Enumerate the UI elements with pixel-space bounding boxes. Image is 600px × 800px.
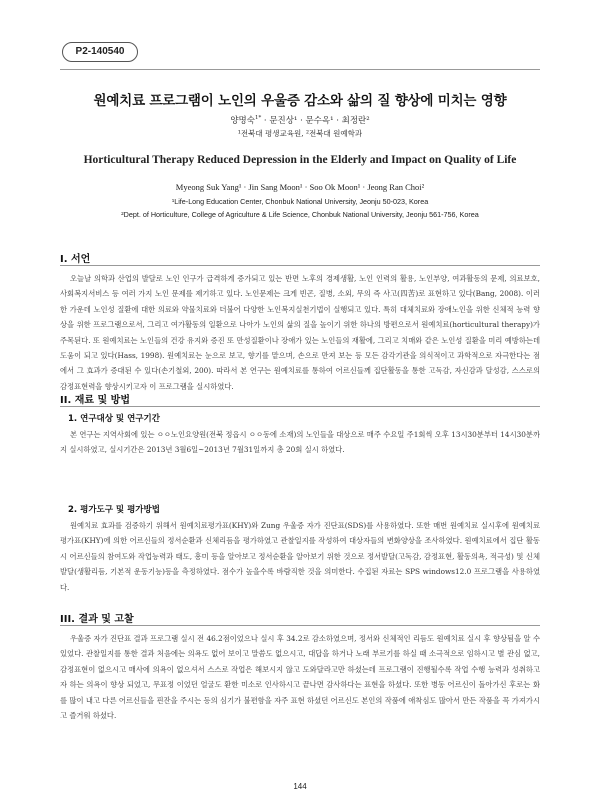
subsection-heading-subjects-period: 1. 연구대상 및 연구기간: [68, 414, 160, 424]
korean-first-author-mark: 1*: [254, 115, 262, 122]
paper-id-badge: P2-140540: [62, 42, 138, 62]
section-heading-introduction: I. 서언: [60, 254, 91, 265]
subsection-heading-evaluation: 2. 평가도구 및 평가방법: [68, 505, 160, 515]
korean-title: 원예치료 프로그램이 노인의 우울증 감소와 삶의 질 향상에 미치는 영향: [93, 93, 507, 109]
korean-affiliations: ¹전북대 평생교육원, ²전북대 원예학과: [237, 129, 363, 138]
section-rule: [60, 265, 540, 266]
evaluation-paragraph: 원예치료 효과를 검증하기 위해서 원예치료평가표(KHY)와 Zung 우울증 자가 진단표(SDS)를 사용하였다. 또한 매번 원예치료 실시후에 원예치료평가표(KHY)에 의한 어르신들의 정서순환과 신체리듬을 평가하였고 관찰일지를 작성하여 대상자들의 변화양상을 조사하였다. 원예치료에서 집단 활동 시 어르신들의 참여도와 작업능력과 태도, 흥미 등을 알아보고 정서순환을 알아보기 위한 것으로 정서발달(고독감, 감정표현, 활동의욕, 적극성) 및 신체발달(생활리듬, 기본적 운동기능)등을 측정하였다. 점수가 높을수록 바람직한 것을 의미한다. 수집된 자료는 SPS windows12.0 프로그램을 사용하였다.: [60, 521, 540, 592]
subjects-period-paragraph: 본 연구는 지역사회에 있는 ㅇㅇ노인요양원(전북 정읍시 ㅇㅇ동에 소재)의 노인들을 대상으로 매주 수요일 주1회씩 오후 13시30분부터 14시30분까지 실시하였고, 실시기간은 2013년 3월6일~2013년 7월31일까지 총 20회 실시 하였다.: [60, 430, 540, 455]
introduction-paragraph: 오늘날 의학과 산업의 발달로 노인 인구가 급격하게 증가되고 있는 반면 노후의 경제생활, 노인 인력의 활용, 노인부양, 여과활동의 문제, 의료보호, 사회복지서비스 등 여러 가지 노인 문제를 제기하고 있다. 노인문제는 크게 빈곤, 질병, 소외, 무의 즉 사고(四苦)로 표현하고 있다(Bang, 2008). 이러한 가운데 노인성 질환에 대한 의료와 약물치료와 더불어 다양한 노인복지실천기법이 실행되고 있다. 특히 대체치료와 장애노인을 위한 신체적 능력 향상을 위한 프로그램으로서, 그리고 여가활동의 일환으로 나아가 노인의 삶의 질을 높이기 위한 하나의 방편으로서 원예치료(horticultural therapy)가 주목된다. 또 원예치료는 노인들의 건강 유지와 증진 또 만성질환이나 장애가 있는 노인들의 재활에, 그리고 치매와 같은 노인성 질환을 미리 예방하는데 도움이 되고 있다(Hass, 1998). 원예치료는 눈으로 보고, 향기를 맡으며, 손으로 만져 보는 등 모든 감각기관을 의식적이고 과학적으로 자극한다는 점에서 그 효과가 증대된 수 있다(손기철외, 200). 따라서 본 연구는 원예치료를 통하여 어르신들께 집단활동을 통한 고독감, 자신감과 달성감, 스스로의 감정표현력을 향상시키고자 이 프로그램을 실시하였다.: [60, 274, 541, 391]
section-rule: [60, 406, 540, 407]
english-title: Horticultural Therapy Reduced Depression in the Elderly and Impact on Quality of Life: [83, 154, 517, 166]
section-heading-results-discussion: III. 결과 및 고찰: [60, 614, 134, 625]
korean-first-author: 양명숙: [230, 116, 255, 126]
section-rule: [60, 625, 540, 626]
page-number: 144: [293, 782, 307, 791]
korean-authors: [40, 114, 560, 126]
english-affiliation-1: ¹Life-Long Education Center, Chonbuk National University, Jeonju 50-023, Korea: [171, 197, 429, 206]
header-rule: [60, 69, 540, 70]
english-authors: Myeong Suk Yang¹ · Jin Sang Moon¹ · Soo Ok Moon¹ · Jeong Ran Choi²: [175, 182, 425, 192]
korean-other-authors: · 문진상¹ · 문수옥¹ · 최정란²: [261, 116, 370, 126]
results-paragraph: 우울증 자가 진단표 결과 프로그램 실시 전 46.2점이었으나 실시 후 34.2로 감소하였으며, 정서와 신체적인 리듬도 원예치료 실시 후 향상됨을 알 수 있었다. 관찰일지를 통한 결과 처음에는 의욕도 없어 보이고 말씀도 없으시고, 대답을 하거나 노래 부르기를 하실 때 소극적으로 임하시고 별 관심 없고, 감정표현이 없으시고 매사에 의욕이 없으셔서 스스로 작업은 해보시지 않고 도와달라고만 하셨는데 프로그램이 진행될수록 작업 수행 능력과 성취하고자 하는 의욕이 향상 되었고, 무표정 이었던 얼굴도 환한 미소로 인사하시고 끝나면 감사하다는 표현을 하셨다. 또한 병동 어르신이 돌아가신 후로는 화를 많이 내고 다른 어르신들을 핀잔을 주시는 등의 심기가 불편함을 자주 표현 하셨던 어르신도 본인의 작품에 애착심도 많아서 만든 작품을 꼭 가져가시고 즐거워 하셨다.: [60, 634, 540, 721]
english-affiliation-2: ²Dept. of Horticulture, College of Agriculture & Life Science, Chonbuk National University, Jeonju 561-756, Korea: [121, 210, 479, 219]
section-heading-materials-methods: II. 재료 및 방법: [60, 395, 130, 406]
